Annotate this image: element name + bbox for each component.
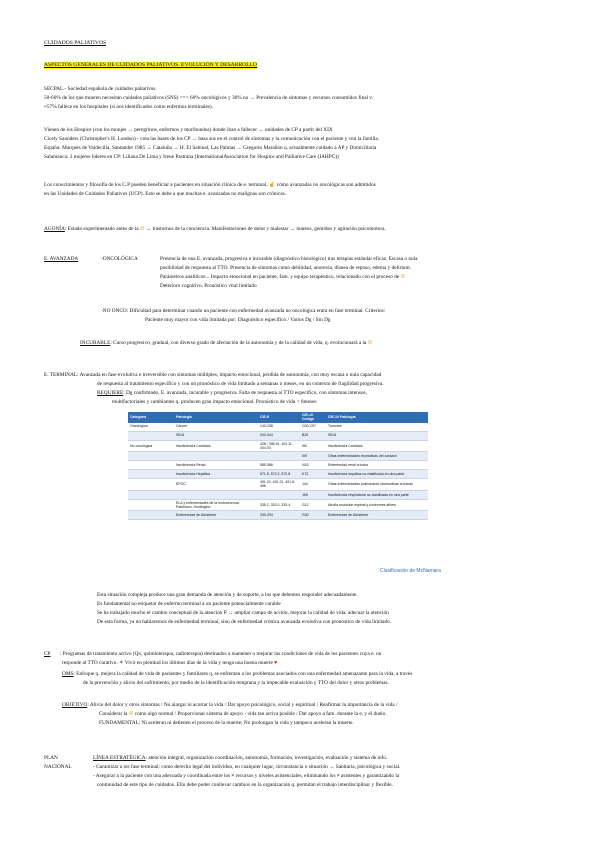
table-cell: 290-294: [258, 511, 300, 520]
nonco-line: Paciente muy mayor con vida limitada por: Diagnóstico específico / Varios Dg / Sin Dg: [145, 317, 331, 323]
table-cell: SIDA: [174, 431, 258, 440]
table-cell: Oncológica: [128, 423, 174, 432]
oms-line: [62, 671, 412, 678]
requiere-line: multifactoriales y cambiantes q. producen gran impacto emocional. Pronóstico de vida < 6meses: [112, 399, 317, 405]
table-row: [128, 461, 428, 470]
table-cell: J44: [300, 479, 326, 491]
plan-line: continuidad de este tipo de cuidados. Ello debe poder conllevar cambios en la organización q. permitan el trabajo interdisciplinar y flexible.: [97, 782, 393, 788]
onco-line: Presencia de una E. avanzada, progresiva e incurable (diagnóstico histológico) tras terapias estándar eficaz. Escasa o nula: [160, 256, 418, 262]
table-cell: [258, 452, 300, 461]
avanzada-label: [44, 256, 78, 263]
table-cell: EPOC: [174, 479, 258, 491]
incurable-label: INCURABLE: [80, 340, 111, 346]
table-cell: No oncológica: [128, 440, 174, 452]
table-cell: [174, 452, 258, 461]
oms-text: : Enfoque q. mejora la calidad de vida de pacientes y familiares q. se enfrentan a los problemas asociados con una enfermedad amenazante para la vida, a través: [73, 671, 413, 677]
secpal-line: ≈57% fallece en los hospitales (si nos identificados como enfermos terminales).: [44, 104, 213, 110]
cp-line: [62, 660, 277, 667]
history-line: Cicely Saunders (Christopher's H. London) - crea las bases de los CP → basa sus en el control de síntomas y la comunicación con el paciente y con la familia.: [44, 136, 380, 142]
table-cell: SIDA: [326, 431, 428, 440]
plan-label: PLAN: [44, 755, 58, 761]
table-cell: Insuficiencia Cardíaca: [174, 440, 258, 452]
table-cell: 585-586: [258, 461, 300, 470]
table-cell: Enfermedad de Alzheimer: [174, 511, 258, 520]
table-cell: [128, 461, 174, 470]
objetivo-text: Considerar la: [99, 711, 128, 717]
onco-line-text: Parámetros analíticos... Impacto emocional en paciente, fam. y equipo terapéutico, relacionado con el proceso de: [160, 274, 400, 280]
skull-emoji-icon: ☹: [139, 226, 145, 232]
requiere-text: : Dg confirmado, E. avanzada, incurable y progresiva. Falta de respuesta al TTO específico, con síntomas intensos,: [123, 390, 367, 396]
table-cell: 335.2, 332.0, 333.4: [258, 499, 300, 511]
plan-line: - Garantizar a los fase terminal: como derecho legal del individuo, en cualquier lugar, circunstancia o situación → Sanitaria, psicológica y social.: [93, 764, 401, 770]
nonco-line: -NO ONCO: Dificultad para determinar cuando un paciente con enfermedad avanzada no oncológica entra en fase terminal. Criterios:: [101, 308, 386, 314]
table-cell: C00-C97: [300, 423, 326, 432]
incurable-line: [80, 340, 372, 347]
knowledge-text: Los conocimientos y filosofía de los C.P pueden beneficiar a pacientes en situación clínica de e. terminal,: [44, 182, 268, 188]
table-cell: [128, 470, 174, 479]
cp-text: responde al TTO curativo.: [62, 660, 118, 666]
table-row: [128, 479, 428, 491]
table-caption: Clasificación de McNamara: [380, 568, 441, 574]
oms-label: OMS: [62, 671, 74, 677]
sad-face-icon: ☹: [367, 340, 373, 346]
table-header: Categoría: [128, 412, 174, 423]
agonia-text: : Estado experimentado antes de la: [64, 226, 139, 232]
secpal-line: SECPAL.- Sociedad española de cuidados paliativos.: [44, 86, 157, 92]
objetivo-text: como algo normal / Proporcionar sistema de apoyo - vida tan activa posible / Dar apoyo a fam. durante la e. y el duelo.: [134, 711, 387, 717]
table-row: [128, 511, 428, 520]
knowledge-line: en las Unidades de Cuidados Paliativos (UCP). Esto se debe a que muchas e. avanzadas no malignas son crónicas.: [44, 191, 286, 197]
table-cell: [128, 490, 174, 499]
table-header: CIE-9: [258, 412, 300, 423]
table-cell: [128, 479, 174, 491]
onco-line: [160, 274, 405, 281]
table-cell: 491.20, 491.21, 491.8, 496: [258, 479, 300, 491]
cp-label: CP: [44, 651, 51, 657]
secpal-line: 50-60% de los que mueren necesitan cuidados paliativos (SNS) ==> 60% oncológicos y 30% no → Prevalencia de síntomas y recursos consumidos final v.: [44, 95, 374, 101]
table-cell: K72: [300, 470, 326, 479]
star-icon: ✶: [119, 660, 124, 666]
objetivo-line: [62, 702, 397, 709]
avanzada-label-text: E. AVANZADA: [44, 256, 79, 262]
table-cell: 042-044: [258, 431, 300, 440]
table-cell: I09: [300, 452, 326, 461]
page-title: CUIDADOS PALIATIVOS: [44, 40, 107, 46]
table-cell: G12: [300, 499, 326, 511]
table-header: Patología: [174, 412, 258, 423]
onco-line: posibilidad de respuesta al TTO. Presencia de síntomas como debilidad, anorexia, disnea de reposo, edema y delirium.: [160, 265, 411, 271]
table-cell: ELA y enfermedades de la motoneurona, Parkinson, Huntington: [174, 499, 258, 511]
agonia-text2: → trastornos de la conciencia. Manifestaciones de dolor y malestar → mareos, gemidos y agitación psicomotora.: [146, 226, 386, 232]
objetivo-line: [99, 711, 387, 718]
cp-line: : Programas de tratamiento activo (Qx, quimioterapia, radioterapia) destinados a mantener o mejorar las condiciones de vida de los pacientes cuya e. no: [60, 651, 382, 657]
incurable-text: : Curso progresivo, gradual, con diverso grado de afectación de la autonomía y de la calidad de vida, q. evolucionará a la: [110, 340, 367, 346]
plan-line: [93, 755, 387, 762]
table-cell: Insuficiencia respiratoria no clasificada en otra parte: [326, 490, 428, 499]
table-cell: Enfermedad de Alzheimer: [326, 511, 428, 520]
terminal-note: Es fundamental no etiquetar de enfermo terminal a un paciente potencialmente curable: [97, 601, 281, 607]
mcnamara-table: [128, 412, 428, 520]
section-heading: ASPECTOS GENERALES DE CUIDADOS PALIATIVOS. EVOLUCIÓN Y DESARROLLO: [44, 62, 258, 68]
plan-line: - Asegurar a la paciente con una adecuada y coordinada entre los ≠ recursos y niveles asistenciales, eliminando los ≠ asistentes y garantizando la: [93, 773, 400, 779]
sad-face-icon: ☹: [128, 711, 134, 717]
table-header: CIE-10 Código: [300, 412, 326, 423]
table-row: [128, 452, 428, 461]
table-cell: 571.5, 572.2, 572.8: [258, 470, 300, 479]
table-cell: 428 / 398.91, 402.11, 404.03: [258, 440, 300, 452]
requiere-line: [97, 390, 367, 397]
terminal-note: Se ha trabajado mucho el cambio conceptual de la atención P → ampliar campo de acción, mejorar la calidad de vida, adecuar la atención: [97, 610, 389, 616]
terminal-note: Esta situación compleja produce una gran demanda de atención y de soporte, a los que debemos responder adecuadamente.: [97, 592, 358, 598]
table-row: [128, 490, 428, 499]
terminal-note: De esta forma, ya no hablaremos de enfermedad terminal, sino de enfermedad crónica avanzada evolutiva con pronóstico de vida limitado.: [97, 619, 392, 625]
plan-label: NACIONAL: [44, 764, 72, 770]
requiere-label: REQUIERE: [97, 390, 124, 396]
terminal-line: E. TERMINAL: Avanzada en fase evolutiva e irreversible con síntomas múltiples, impacto emocional, pérdida de autonomía, con muy escasa o nula capacidad: [44, 372, 382, 378]
table-cell: Insuficiencia Hepática: [174, 470, 258, 479]
sad-face-icon: ☹: [400, 274, 406, 280]
plan-strategy-text: : atención integral, organización coordinación, autonomía, formación, investigación, evaluación y sistema de info.: [145, 755, 388, 761]
objetivo-line: FUNDAMENTAL: Ni aceleran ni detienen el proceso de la muerte; No prolongan la vida y tampoco aceleran la muerte.: [99, 720, 354, 726]
agonia-paragraph: [44, 226, 386, 233]
table-cell: Atrofia muscular espinal y síndromes afines: [326, 499, 428, 511]
table-cell: Insuficiencia Cardíaca: [326, 440, 428, 452]
table-cell: I50: [300, 440, 326, 452]
table-cell: Insuficiencia Renal: [174, 461, 258, 470]
table-cell: J96: [300, 490, 326, 499]
objetivo-text: : Alivio del dolor y otros síntomas / No alargar ni acortar la vida / Dar apoyo psicológico, social y espiritual / Reafirmar la importancia de la vida /: [87, 702, 398, 708]
table-cell: [128, 452, 174, 461]
table-row: [128, 470, 428, 479]
knowledge-line: [44, 182, 376, 189]
history-line: Vienen de los Hospice (con los monjes → peregrinos, enfermos y moribundos) donde iban a fallecer → unidades de CP a partir del XIX: [44, 127, 333, 133]
knowledge-text: cómo avanzadas no oncológicas son admitidos: [276, 182, 376, 188]
onco-line: Deterioro cognitivo. Pronóstico vital limitado: [160, 283, 257, 289]
cp-line: [44, 651, 50, 658]
table-row: [128, 431, 428, 440]
table-cell: [258, 490, 300, 499]
table-row: [128, 440, 428, 452]
table-cell: [174, 490, 258, 499]
history-line: España: Marqués de Valdecilla, Santander 1985 → Cataluña → H. El Sabinal, Las Palmas → Gregorio Marañón q. actualmente cuidado a AP y Domiciliaria: [44, 145, 377, 151]
hand-icon: ☝: [268, 182, 276, 188]
table-row: [128, 423, 428, 432]
table-cell: [128, 499, 174, 511]
table-header: CIE-10 Patología: [326, 412, 428, 423]
table-cell: Enfermedad renal crónica: [326, 461, 428, 470]
table-cell: Tumores: [326, 423, 428, 432]
table-cell: N18: [300, 461, 326, 470]
onco-label: -ONCOLÓGICA: [101, 256, 138, 262]
table-row: [128, 499, 428, 511]
oms-line: de la prevención y alivio del sufrimiento, por medio de la identificación temprana y la impecable evaluación y TTO del dolor y otros problemas.: [83, 680, 389, 686]
table-cell: G30: [300, 511, 326, 520]
agonia-label: AGONÍA: [44, 226, 65, 232]
table-cell: B20: [300, 431, 326, 440]
table-cell: Cáncer: [174, 423, 258, 432]
heart-icon: ♥: [274, 660, 278, 666]
objetivo-label: OBJETIVO: [62, 702, 88, 708]
table-cell: [128, 511, 174, 520]
history-line: Salamanca: 2 mujeres líderes en CP: Liliana De Lima y Irene Pastrana (InternationalAssociation for Hospice and Palliative Care (IAHPC)): [44, 154, 339, 160]
plan-strategy-label: LÍNEA ESTRATÉGICA: [93, 755, 146, 761]
table-cell: Otras enfermedades pulmonares obstructivas crónicas: [326, 479, 428, 491]
cp-text: Vivir en plenitud los últimos días de la vida y tenga una buena muerte: [124, 660, 273, 666]
table-cell: [128, 431, 174, 440]
table-cell: Insuficiencia hepática no clasificada en otra parte: [326, 470, 428, 479]
table-header-row: [128, 412, 428, 423]
table-cell: 140-208: [258, 423, 300, 432]
table-cell: Otras enfermedades reumáticas del corazón: [326, 452, 428, 461]
terminal-line: de respuesta al tratamiento específico y con un pronóstico de vida limitado a semanas o meses, en un contexto de fragilidad progresiva.: [97, 381, 384, 387]
